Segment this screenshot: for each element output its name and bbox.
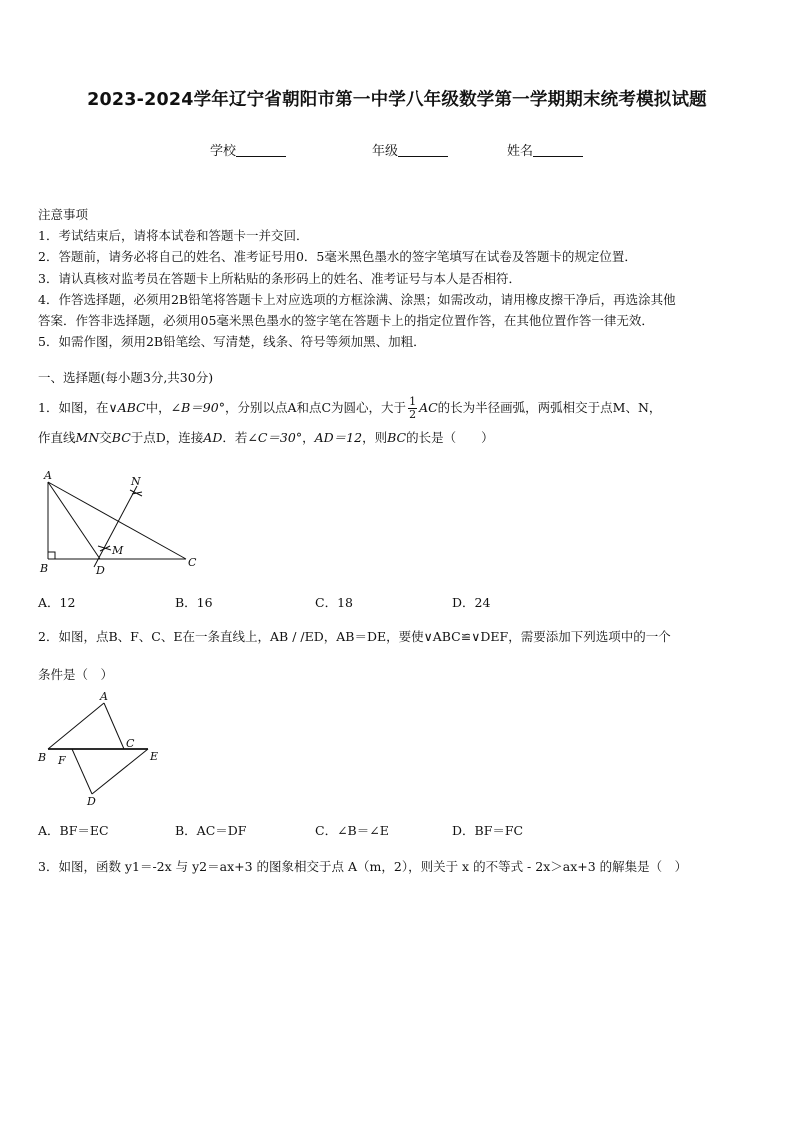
label-a: A [100, 690, 108, 703]
q1-ad-value: AD＝12 [314, 430, 363, 445]
q2-option-c[interactable]: C．∠B＝∠E [315, 823, 389, 838]
q1-option-c[interactable]: C．18 [315, 595, 353, 610]
q2-options [38, 821, 638, 841]
question-3-text [38, 852, 760, 882]
q1-text: 1．如图，在 [38, 400, 109, 415]
q1-ad: AD [203, 430, 223, 445]
label-c: C [126, 737, 135, 750]
label-e: E [150, 750, 159, 763]
q1-option-d[interactable]: D．24 [452, 595, 491, 610]
note-item: 3．请认真核对监考员在答题卡上所粘贴的条形码上的姓名、准考证号与本人是否相符． [38, 270, 521, 286]
q1-text: 于点D，连接 [130, 430, 204, 445]
label-b: B [40, 562, 49, 575]
label-m: M [112, 544, 124, 557]
q1-text: ， [302, 430, 315, 445]
q2-figure [34, 690, 170, 808]
page-title: 2023-2024学年辽宁省朝阳市第一中学八年级数学第一学期期末统考模拟试题 [87, 90, 707, 110]
segment-ac [104, 703, 124, 749]
fraction-denominator: 2 [409, 408, 417, 421]
question-1-text [38, 393, 760, 453]
q2-line-1: 2．如图，点B、F、C、E在一条直线上，AB / /ED，AB＝DE，要使∨ABC≌∨DEF，需要添加下列选项中的一个 [38, 629, 671, 644]
label-n: N [131, 475, 141, 488]
segment-ed [92, 749, 148, 794]
label-b: B [38, 751, 47, 764]
note-item: 答案．作答非选择题，必须用05毫米黑色墨水的签字笔在答题卡上的指定位置作答，在其他位置作答一律无效． [38, 313, 654, 329]
q1-fraction [408, 396, 417, 421]
q1-text: ．若 [222, 430, 248, 445]
q1-figure [36, 468, 206, 578]
label-f: F [58, 754, 66, 767]
q1-text: ，分别以点A和点C为圆心，大于 [224, 400, 407, 415]
q1-option-b[interactable]: B．16 [175, 595, 213, 610]
q1-angle-c: ∠C＝30° [247, 430, 303, 445]
section-title: 一、选择题(每小题3分,共30分) [38, 370, 214, 385]
school-blank[interactable] [236, 143, 286, 157]
name-field[interactable] [507, 140, 583, 159]
label-c: C [188, 556, 197, 569]
school-label: 学校 [210, 144, 237, 159]
question-2-text [38, 618, 760, 694]
q1-text: 作直线 [38, 430, 76, 445]
segment-ba [48, 703, 104, 749]
segment-ad [48, 482, 100, 559]
note-item: 5．如需作图，须用2B铅笔绘、写清楚，线条、符号等须加黑、加粗． [38, 334, 426, 350]
q1-ac: AC [419, 400, 438, 415]
q1-text: 中， [145, 400, 171, 415]
q1-text: 交 [99, 430, 112, 445]
q2-line-2: 条件是（ ） [38, 667, 114, 682]
q1-text: 的长为半径画弧，两弧相交于点M、N， [437, 400, 662, 415]
segment-df [72, 749, 92, 794]
name-label: 姓名 [507, 144, 534, 159]
label-d: D [87, 795, 96, 808]
notes-section [38, 204, 758, 352]
label-a: A [44, 469, 52, 482]
school-field[interactable] [210, 140, 286, 159]
grade-blank[interactable] [398, 143, 448, 157]
q1-text: ，则 [362, 430, 388, 445]
fraction-numerator: 1 [409, 395, 417, 408]
label-d: D [96, 564, 105, 577]
q3-line-1: 3．如图，函数 y1＝-2x 与 y2＝ax+3 的图象相交于点 A（m，2），则关于 x 的不等式 - 2x＞ax+3 的解集是（ ） [38, 859, 688, 874]
q1-option-a[interactable]: A．12 [38, 595, 76, 610]
note-item: 2．答题前，请务必将自己的姓名、准考证号用0．5毫米黑色墨水的签字笔填写在试卷及答题卡的规定位置． [38, 249, 637, 265]
q2-option-b[interactable]: B．AC＝DF [175, 823, 247, 838]
grade-label: 年级 [372, 144, 399, 159]
q1-options [38, 593, 638, 613]
q1-text: 的长是（ ） [406, 430, 494, 445]
q1-triangle: ∨ABC [108, 400, 146, 415]
q1-bc: BC [387, 430, 407, 445]
note-item: 1．考试结束后，请将本试卷和答题卡一并交回． [38, 228, 309, 244]
name-blank[interactable] [533, 143, 583, 157]
q2-option-a[interactable]: A．BF＝EC [38, 823, 109, 838]
q1-bc: BC [111, 430, 131, 445]
q1-angle-b: ∠B＝90° [170, 400, 225, 415]
q2-option-d[interactable]: D．BF＝FC [452, 823, 524, 838]
note-item: 4．作答选择题，必须用2B铅笔将答题卡上对应选项的方框涂满、涂黑；如需改动，请用橡皮擦干净后，再选涂其他 [38, 291, 676, 307]
student-info-fields [0, 140, 794, 160]
notes-heading: 注意事项 [38, 207, 89, 222]
q1-mn: MN [75, 430, 100, 445]
right-angle-mark [48, 552, 55, 559]
grade-field[interactable] [372, 140, 448, 159]
